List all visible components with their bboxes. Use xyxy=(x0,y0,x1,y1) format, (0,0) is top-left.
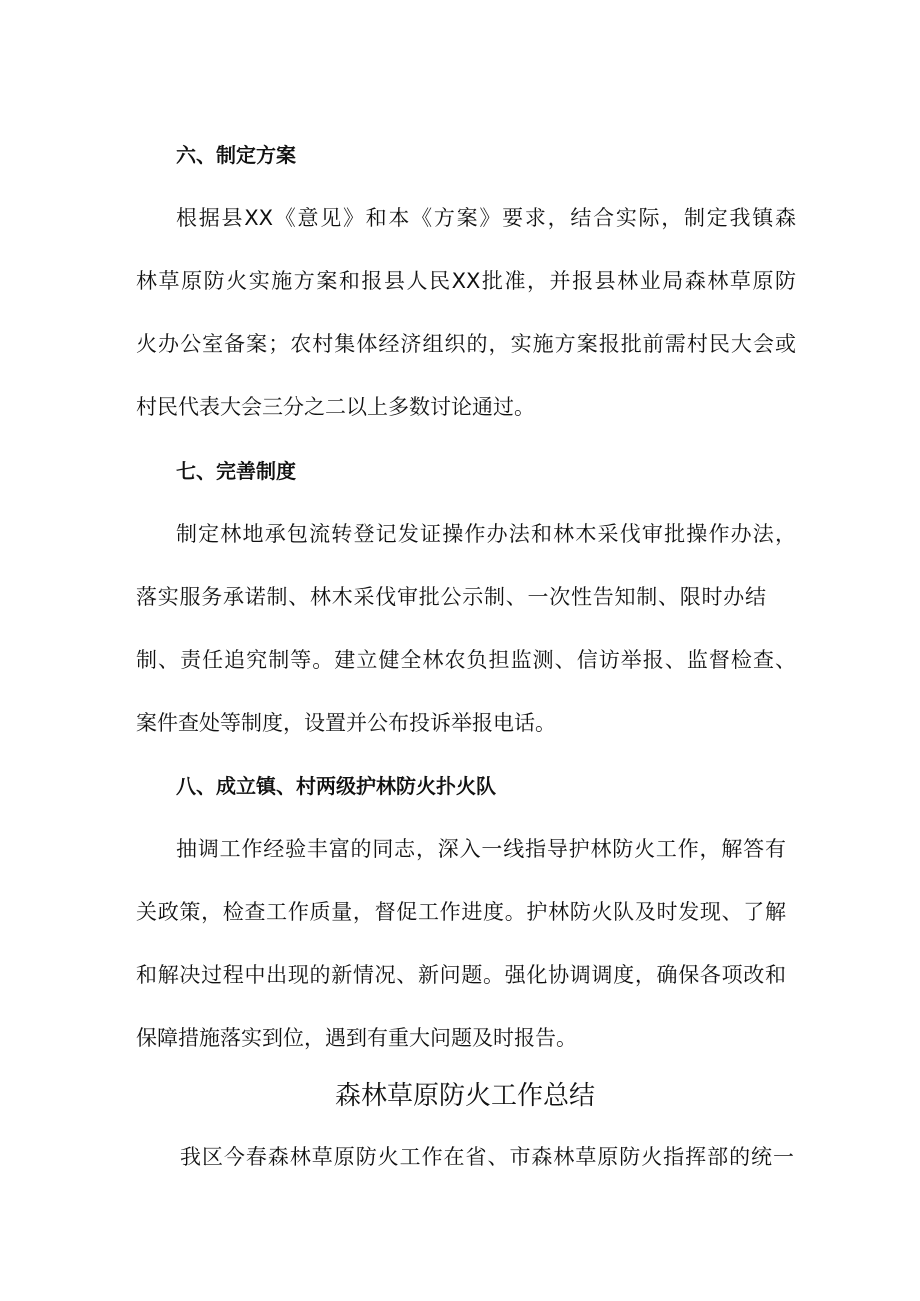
paragraph-line: 落实服务承诺制、林木采伐审批公示制、一次性告知制、限时办结 xyxy=(136,585,766,609)
section-heading-8: 八、成立镇、村两级护林防火扑火队 xyxy=(176,774,496,798)
paragraph-line: 案件查处等制度，设置并公布投诉举报电话。 xyxy=(136,711,556,735)
paragraph-line: 保障措施落实到位，遇到有重大问题及时报告。 xyxy=(136,1026,577,1050)
paragraph-line: 关政策，检查工作质量，督促工作进度。护林防火队及时发现、了解 xyxy=(136,900,786,924)
paragraph-line: 制、责任追究制等。建立健全林农负担监测、信访举报、监督检查、 xyxy=(136,648,796,672)
paragraph-line: 抽调工作经验丰富的同志，深入一线指导护林防火工作，解答有 xyxy=(176,837,786,861)
paragraph-line: 制定林地承包流转登记发证操作办法和林木采伐审批操作办法， xyxy=(176,522,796,546)
paragraph-line: 村民代表大会三分之二以上多数讨论通过。 xyxy=(136,395,535,419)
paragraph-line: 和解决过程中出现的新情况、新问题。强化协调调度，确保各项改和 xyxy=(136,963,786,987)
section-heading-7: 七、完善制度 xyxy=(176,459,296,483)
paragraph-line: 林草原防火实施方案和报县人民XX批准，并报县林业局森林草原防 xyxy=(136,269,796,293)
paragraph-line: 火办公室备案；农村集体经济组织的，实施方案报批前需村民大会或 xyxy=(136,332,796,356)
paragraph-line: 我区今春森林草原防火工作在省、市森林草原防火指挥部的统一 xyxy=(180,1145,794,1169)
document-title: 森林草原防火工作总结 xyxy=(334,1081,595,1111)
paragraph-line: 根据县XX《意见》和本《方案》要求，结合实际，制定我镇森 xyxy=(176,206,796,230)
section-heading-6: 六、制定方案 xyxy=(176,143,296,167)
